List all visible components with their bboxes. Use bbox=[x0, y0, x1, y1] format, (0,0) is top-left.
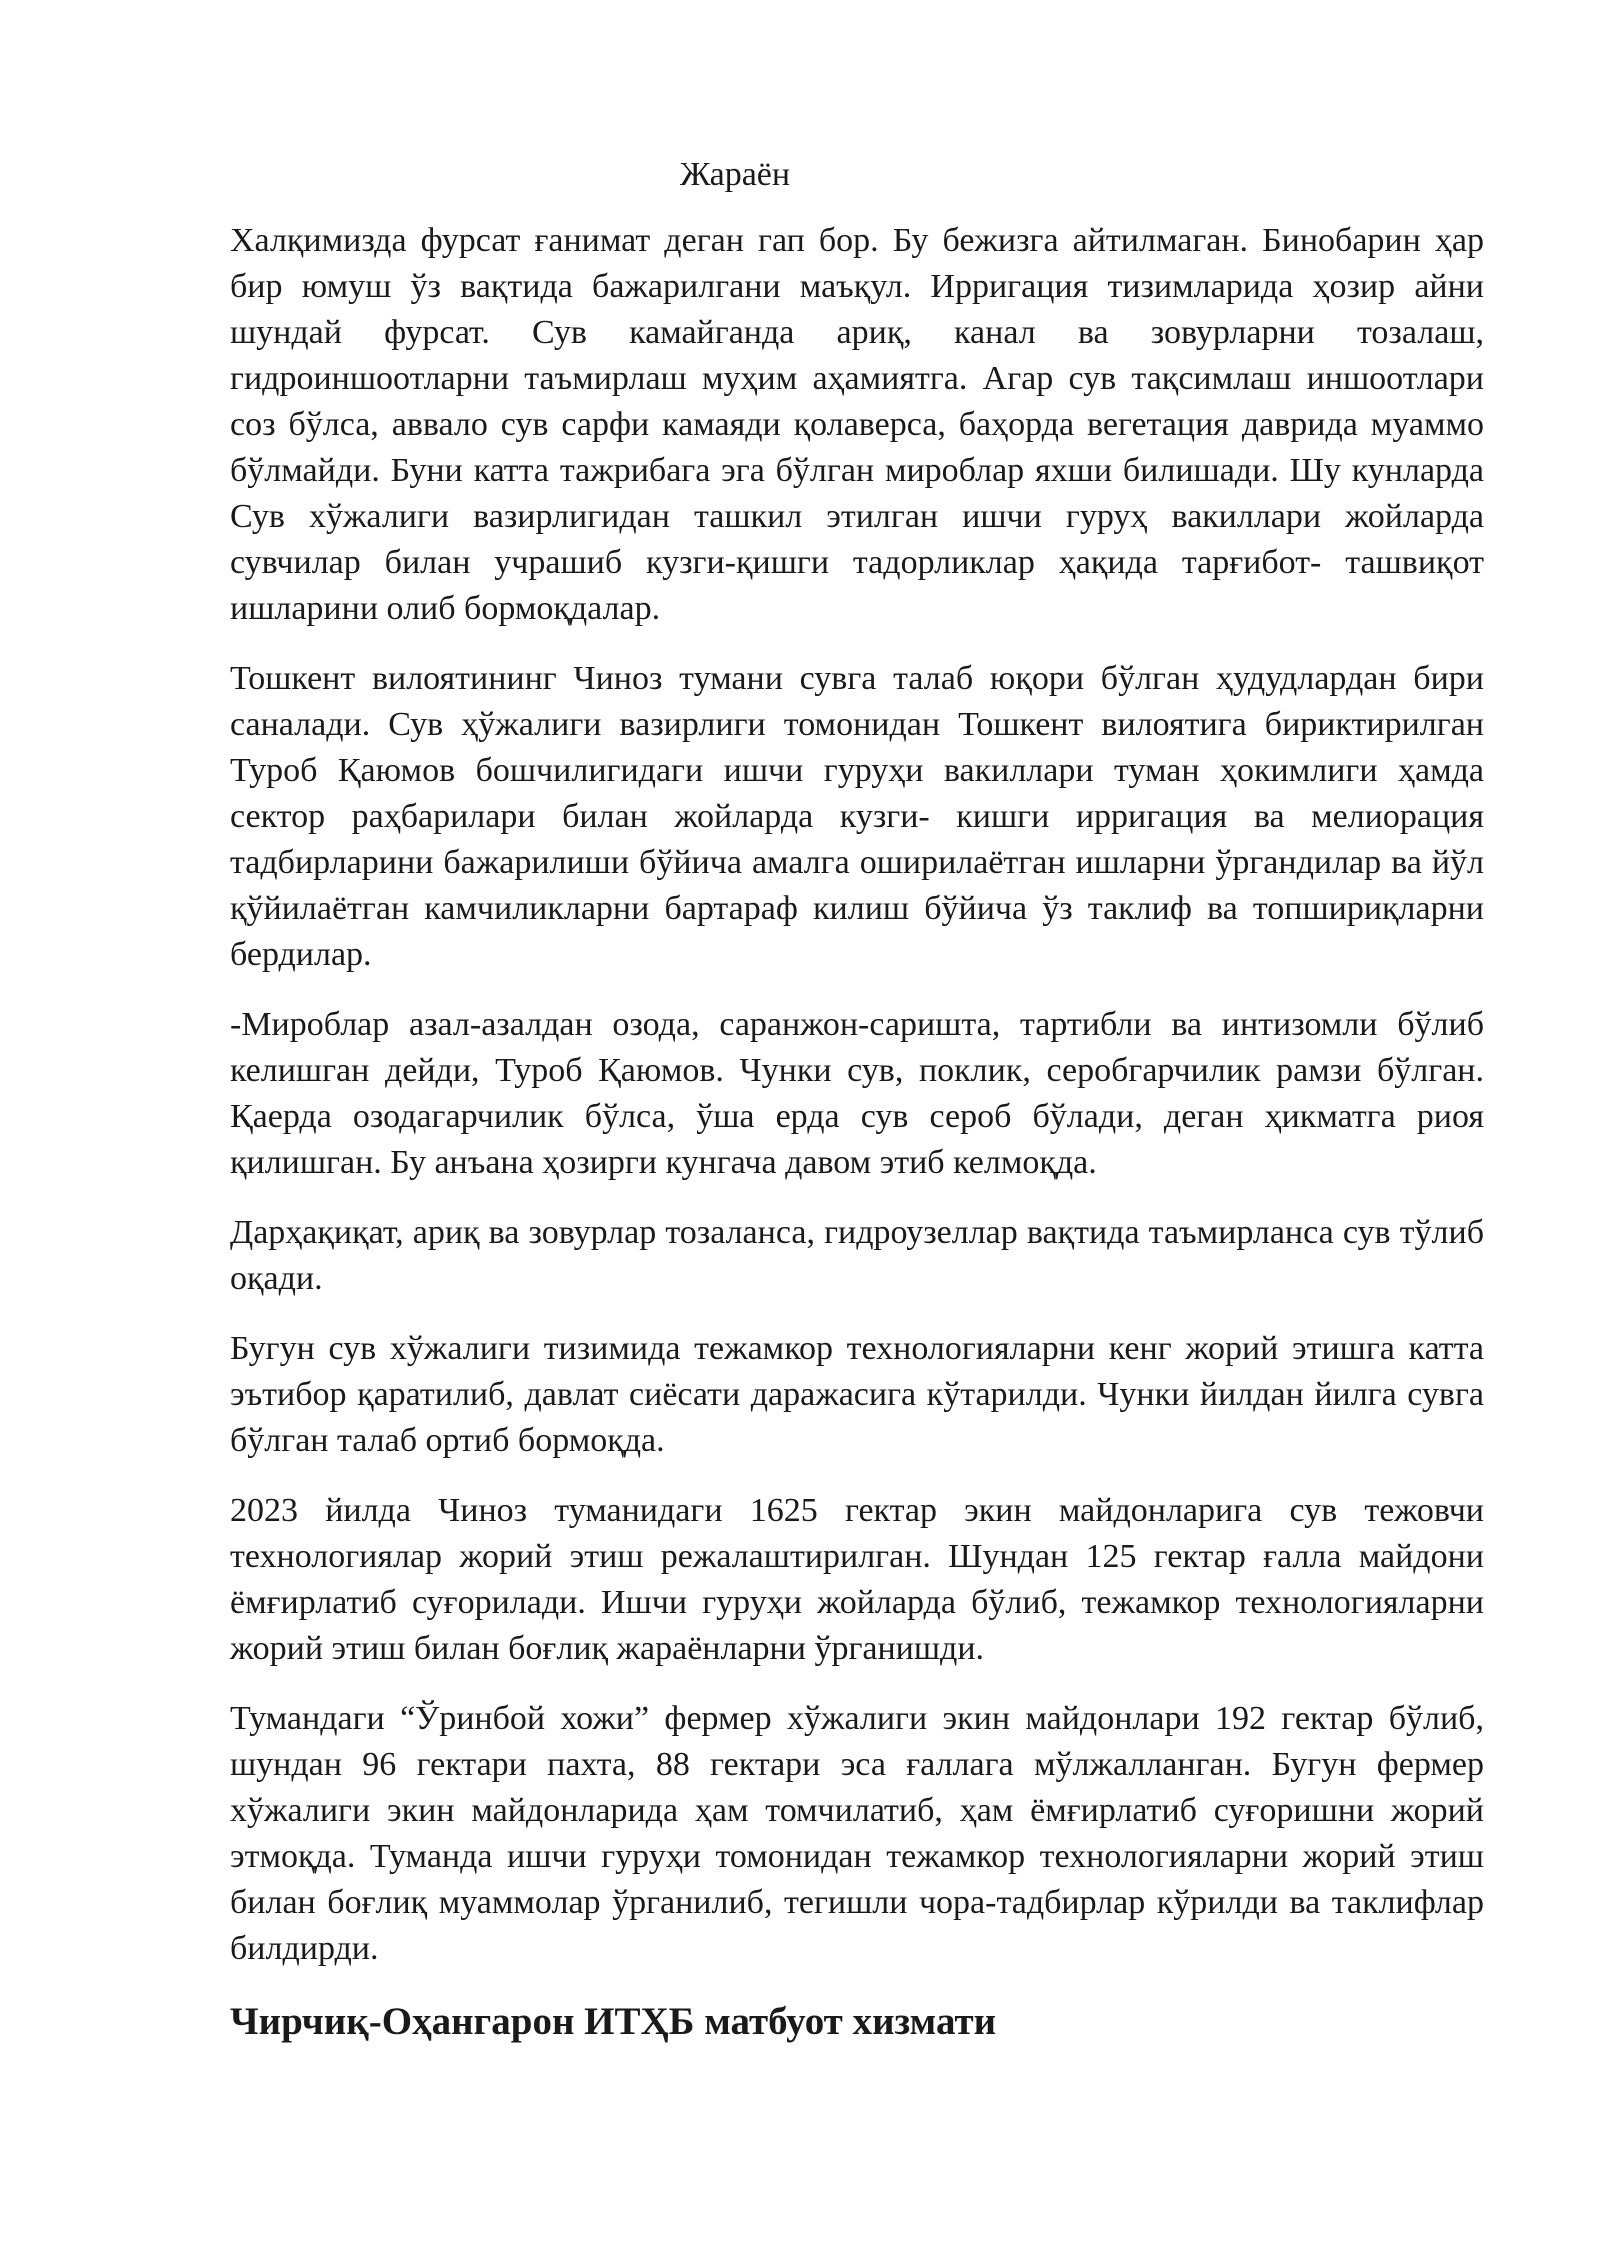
paragraph: Халқимизда фурсат ғанимат деган гап бор. Бу бежизга айтилмаган. Бинобарин ҳар бир юмуш ўз вақтида бажарилгани маъқул. Ирригация тизимларида ҳозир айни шундай фурсат. Сув камайганда ариқ, канал ва зовурларни тозалаш, гидроиншоотларни таъмирлаш муҳим аҳамиятга. Агар сув тақсимлаш иншоотлари соз бўлса, аввало сув сарфи камаяди қолаверса, баҳорда вегетация даврида муаммо бўлмайди. Буни катта тажрибага эга бўлган мироблар яхши билишади. Шу кунларда Сув хўжалиги вазирлигидан ташкил этилган ишчи гуруҳ вакиллари жойларда сувчилар билан учрашиб кузги-қишги тадорликлар ҳақида тарғибот- ташвиқот ишларини олиб бормоқдалар. bbox=[230, 222, 1484, 627]
document-body bbox=[230, 152, 1484, 2048]
paragraph: -Мироблар азал-азалдан озода, саранжон-саришта, тартибли ва интизомли бўлиб келишган дейди, Туроб Қаюмов. Чунки сув, поклик, серобгарчилик рамзи бўлган. Қаерда озодагарчилик бўлса, ўша ерда сув сероб бўлади, деган ҳикматга риоя қилишган. Бу анъана ҳозирги кунгача давом этиб келмоқда. bbox=[230, 1006, 1484, 1181]
paragraph: Тошкент вилоятининг Чиноз тумани сувга талаб юқори бўлган ҳудудлардан бири саналади. Сув ҳўжалиги вазирлиги томонидан Тошкент вилоятига бириктирилган Туроб Қаюмов бошчилигидаги ишчи гуруҳи вакиллари туман ҳокимлиги ҳамда сектор раҳбарилари билан жойларда кузги- кишги ирригация ва мелиорация тадбирларини бажарилиши бўйича амалга оширилаётган ишларни ўргандилар ва йўл қўйилаётган камчиликларни бартараф килиш бўйича ўз таклиф ва топшириқларни бердилар. bbox=[230, 660, 1484, 973]
paragraph: Дарҳақиқат, ариқ ва зовурлар тозаланса, гидроузеллар вақтида таъмирланса сув тўлиб оқади. bbox=[230, 1214, 1484, 1297]
paragraph: Бугун сув хўжалиги тизимида тежамкор технологияларни кенг жорий этишга катта эътибор қаратилиб, давлат сиёсати даражасига кўтарилди. Чунки йилдан йилга сувга бўлган талаб ортиб бормоқда. bbox=[230, 1330, 1484, 1459]
paragraph: Тумандаги “Ўринбой хожи” фермер хўжалиги экин майдонлари 192 гектар бўлиб, шундан 96 гектари пахта, 88 гектари эса ғаллага мўлжалланган. Бугун фермер хўжалиги экин майдонларида ҳам томчилатиб, ҳам ёмғирлатиб суғоришни жорий этмоқда. Туманда ишчи гуруҳи томонидан тежамкор технологияларни жорий этиш билан боғлиқ муаммолар ўрганилиб, тегишли чора-тадбирлар кўрилди ва таклифлар билдирди. bbox=[230, 1700, 1484, 1967]
paragraph: 2023 йилда Чиноз туманидаги 1625 гектар экин майдонларига сув тежовчи технологиялар жорий этиш режалаштирилган. Шундан 125 гектар ғалла майдони ёмғирлатиб суғорилади. Ишчи гуруҳи жойларда бўлиб, тежамкор технологияларни жорий этиш билан боғлиқ жараёнларни ўрганишди. bbox=[230, 1492, 1484, 1667]
document-title: Жараён bbox=[680, 156, 791, 193]
author-signature: Чирчиқ-Оҳангарон ИТҲБ матбуот хизмати bbox=[230, 2000, 997, 2043]
